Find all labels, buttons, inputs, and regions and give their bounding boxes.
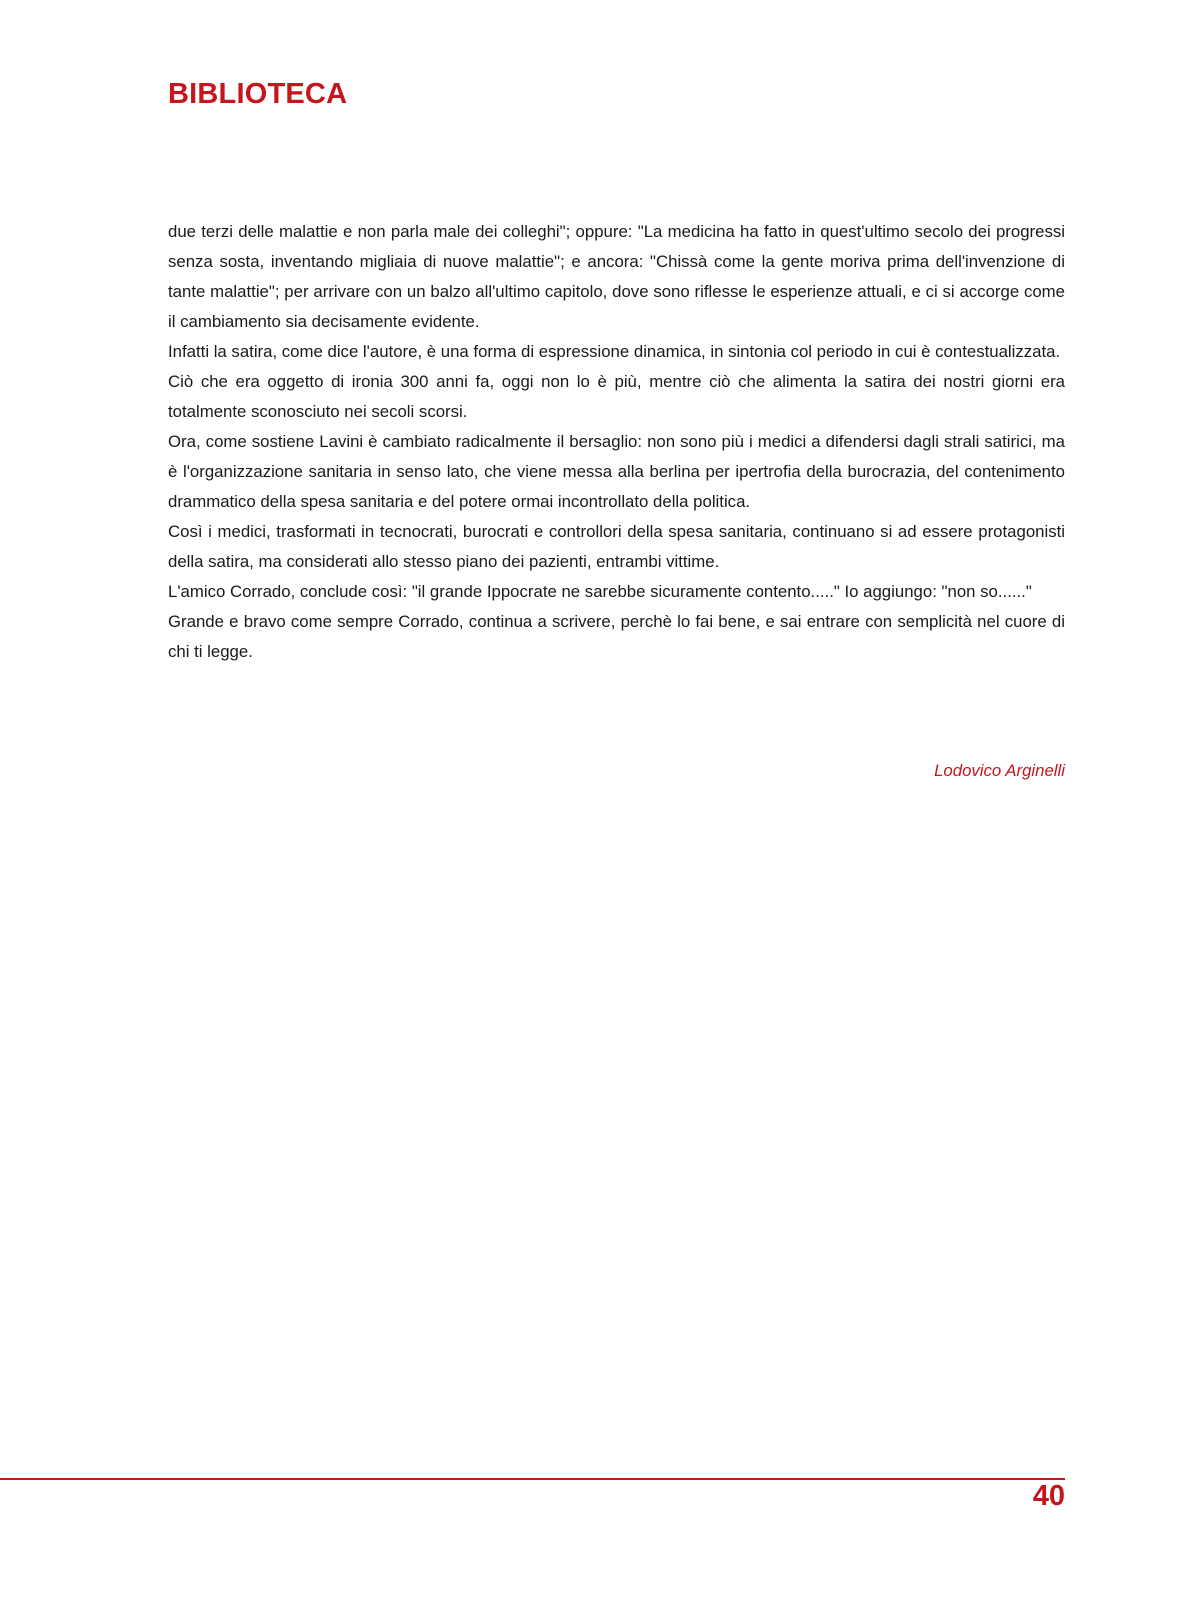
paragraph: due terzi delle malattie e non parla male dei colleghi"; oppure: "La medicina ha fatto in quest'ultimo secolo dei progressi senza sosta, inventando migliaia di nuove malattie"; e ancora: "Chissà come la gente moriva prima dell'invenzione di tante malattie"; per arrivare con un balzo all'ultimo capitolo, dove sono riflesse le esperienze attuali, e ci si accorge come il cambiamento sia decisamente evidente. xyxy=(168,222,1065,331)
footer-divider xyxy=(0,1478,1065,1480)
article-body xyxy=(168,217,1065,667)
paragraph: Ciò che era oggetto di ironia 300 anni fa, oggi non lo è più, mentre ciò che alimenta la satira dei nostri giorni era totalmente sconosciuto nei secoli scorsi. xyxy=(168,372,1065,421)
paragraph: Infatti la satira, come dice l'autore, è una forma di espressione dinamica, in sintonia col periodo in cui è contestualizzata. xyxy=(168,342,1061,361)
section-title: BIBLIOTECA xyxy=(168,78,348,110)
author-signature: Lodovico Arginelli xyxy=(934,761,1065,780)
paragraph: Grande e bravo come sempre Corrado, continua a scrivere, perchè lo fai bene, e sai entrare con semplicità nel cuore di chi ti legge. xyxy=(168,612,1065,661)
page-number: 40 xyxy=(1032,1480,1065,1512)
paragraph: L'amico Corrado, conclude così: "il grande Ippocrate ne sarebbe sicuramente contento....." Io aggiungo: "non so......" xyxy=(168,582,1032,601)
paragraph: Così i medici, trasformati in tecnocrati, burocrati e controllori della spesa sanitaria, continuano si ad essere protagonisti della satira, ma considerati allo stesso piano dei pazienti, entrambi vittime. xyxy=(168,522,1065,571)
paragraph: Ora, come sostiene Lavini è cambiato radicalmente il bersaglio: non sono più i medici a difendersi dagli strali satirici, ma è l'organizzazione sanitaria in senso lato, che viene messa alla berlina per ipertrofia della burocrazia, del contenimento drammatico della spesa sanitaria e del potere ormai incontrollato della politica. xyxy=(168,432,1065,511)
